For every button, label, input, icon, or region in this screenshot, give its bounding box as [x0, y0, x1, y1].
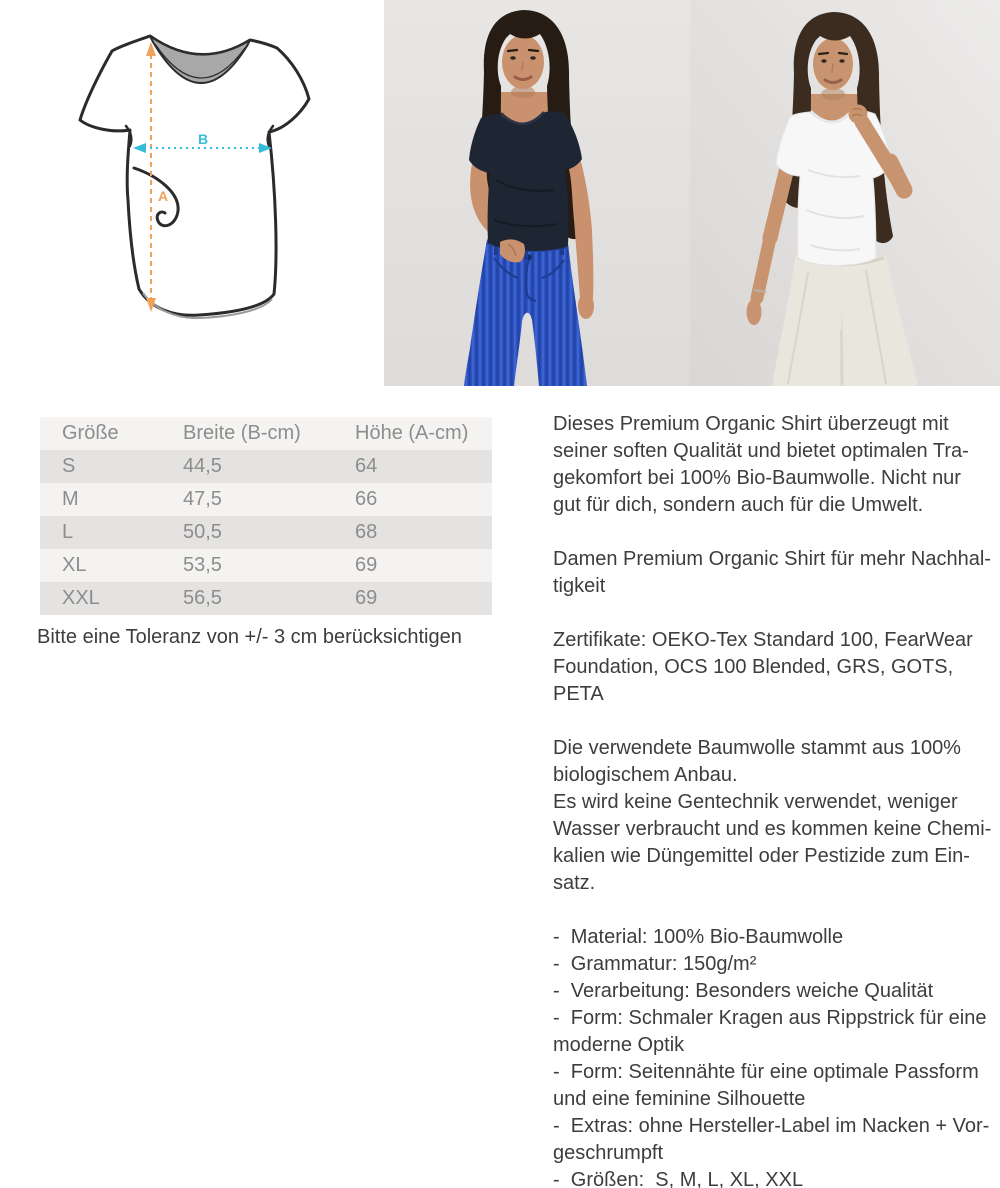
text-line: kalien wie Düngemittel oder Pestizide zum Ein-: [553, 845, 970, 867]
cell-width: 50,5: [183, 521, 222, 543]
col-header-width: Breite (B-cm): [183, 422, 301, 444]
cell-width: 44,5: [183, 455, 222, 477]
cell-height: 64: [355, 455, 378, 477]
photo-model-navy-shirt[interactable]: [384, 0, 690, 386]
size-table-row: [40, 483, 492, 516]
text-line: gut für dich, sondern auch für die Umwelt.: [553, 494, 924, 516]
height-label: A: [158, 188, 169, 204]
size-table-row: [40, 582, 492, 615]
eyebrow-left: [819, 53, 828, 54]
cell-height: 69: [355, 554, 378, 576]
product-photos: [384, 0, 1000, 386]
cell-height: 68: [355, 521, 378, 543]
cell-size: L: [62, 521, 74, 543]
tshirt-measurement-sketch: [58, 18, 338, 353]
cell-width: 53,5: [183, 554, 222, 576]
bullet-line: moderne Optik: [553, 1034, 685, 1056]
bullet-line: - Größen: S, M, L, XL, XXL: [553, 1169, 804, 1188]
eyebrow-right: [839, 53, 847, 54]
bullet-line: - Extras: ohne Hersteller-Label im Nacken + Vor-: [553, 1115, 990, 1137]
nose: [522, 62, 523, 70]
photo-model-white-shirt[interactable]: [690, 0, 1000, 386]
cell-size: XL: [62, 554, 87, 576]
text-line: tigkeit: [553, 575, 606, 597]
text-line: gekomfort bei 100% Bio-Baumwolle. Nicht nur: [553, 467, 961, 489]
bullet-line: geschrumpft: [553, 1142, 664, 1164]
cell-size: XXL: [62, 587, 100, 609]
product-description: [553, 411, 1000, 1188]
description-paragraph: [553, 411, 1000, 519]
eye-right: [839, 59, 844, 62]
size-table: [40, 417, 492, 615]
size-table-row: [40, 450, 492, 483]
description-paragraph: [553, 627, 1000, 708]
cell-height: 69: [355, 587, 378, 609]
cell-width: 56,5: [183, 587, 222, 609]
eye-right: [530, 56, 536, 60]
text-line: Die verwendete Baumwolle stammt aus 100%: [553, 737, 961, 759]
size-table-row: [40, 516, 492, 549]
tolerance-note: Bitte eine Toleranz von +/- 3 cm berücksichtigen: [37, 626, 462, 648]
text-line: satz.: [553, 872, 596, 894]
bullet-line: - Form: Seitennähte für eine optimale Passform: [553, 1061, 979, 1083]
bullet-line: - Grammatur: 150g/m²: [553, 953, 757, 975]
eye-left: [510, 56, 516, 60]
cell-size: M: [62, 488, 79, 510]
col-header-size: Größe: [62, 422, 119, 444]
width-label: B: [197, 131, 209, 147]
text-line: seiner soften Qualität und bietet optimalen Tra-: [553, 440, 969, 462]
size-diagram: [58, 18, 338, 353]
inseam-shadow: [841, 330, 842, 384]
text-line: Dieses Premium Organic Shirt überzeugt mit: [553, 413, 949, 435]
text-line: biologischem Anbau.: [553, 764, 738, 786]
bullet-line: - Form: Schmaler Kragen aus Rippstrick für eine: [553, 1007, 987, 1029]
hand-left: [578, 293, 594, 319]
bullet-line: - Material: 100% Bio-Baumwolle: [553, 926, 844, 948]
hand-right: [747, 299, 762, 325]
cell-size: S: [62, 455, 76, 477]
text-line: Foundation, OCS 100 Blended, GRS, GOTS, PETA: [553, 656, 959, 705]
eyebrow-right: [529, 50, 538, 51]
size-table-row: [40, 549, 492, 582]
cell-height: 66: [355, 488, 378, 510]
text-line: Zertifikate: OEKO-Tex Standard 100, FearWear: [553, 629, 973, 651]
text-line: Es wird keine Gentechnik verwendet, weniger: [553, 791, 958, 813]
cell-width: 47,5: [183, 488, 222, 510]
description-bullet-list: [553, 924, 1000, 1188]
size-table-header-row: [40, 417, 492, 450]
description-paragraph: [553, 735, 1000, 897]
nose: [832, 64, 833, 72]
bullet-line: und eine feminine Silhouette: [553, 1088, 806, 1110]
bullet-line: - Verarbeitung: Besonders weiche Qualität: [553, 980, 934, 1002]
col-header-height: Höhe (A-cm): [355, 422, 469, 444]
eyebrow-left: [508, 50, 517, 51]
description-paragraph: [553, 546, 1000, 600]
text-line: Damen Premium Organic Shirt für mehr Nachhal-: [553, 548, 991, 570]
text-line: Wasser verbraucht und es kommen keine Chemi-: [553, 818, 992, 840]
eye-left: [821, 59, 826, 62]
